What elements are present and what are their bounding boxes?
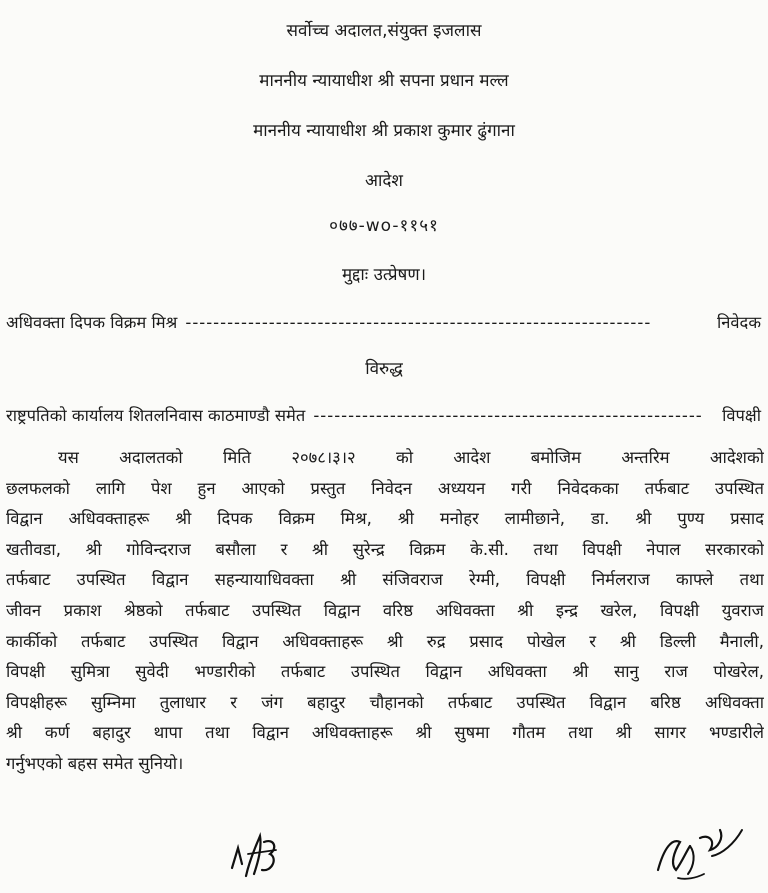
respondent-role: विपक्षी xyxy=(722,406,761,425)
body-line: खतीवडा, श्री गोविन्दराज बसौला र श्री सुरेन्द्र विक्रम के.सी. तथा विपक्षी नेपाल सरकारको xyxy=(6,539,764,559)
body-line: कार्कीको तर्फबाट उपस्थित विद्वान अधिवक्ताहरू श्री रुद्र प्रसाद पोखेल र श्री डिल्ली मैनाली, xyxy=(6,631,764,651)
versus-label: विरुद्ध xyxy=(365,359,403,379)
order-title: आदेश xyxy=(365,171,403,191)
body-line: श्री कर्ण बहादुर थापा तथा विद्वान अधिवक्ताहरू श्री सुषमा गौतम तथा श्री सागर भण्डारीले xyxy=(6,723,764,743)
judge-2-name: माननीय न्यायाधीश श्री प्रकाश कुमार ढुंगाना xyxy=(253,121,515,141)
body-line: छलफलको लागि पेश हुन आएको प्रस्तुत निवेदन अध्ययन गरी निवेदकका तर्फबाट उपस्थित xyxy=(6,478,764,498)
body-line: गर्नुभएको बहस समेत सुनियो। xyxy=(6,753,184,773)
order-body-paragraph xyxy=(6,443,764,780)
petitioner-name: अधिवक्ता दिपक विक्रम मिश्र xyxy=(6,313,178,332)
petitioner-line xyxy=(6,310,761,333)
body-line: विपक्षीहरू सुम्निमा तुलाधार र जंग बहादुर चौहानको तर्फबाट उपस्थित विद्वान बरिष्ठ अधिवक्ता xyxy=(6,692,764,712)
body-line: यस अदालतको मिति २०७८।३।२ को आदेश बमोजिम अन्तरिम आदेशको xyxy=(58,448,764,467)
case-number: ०७७-wo-११५१ xyxy=(329,216,439,236)
body-line: विद्वान अधिवक्ताहरू श्री दिपक विक्रम मिश्र, श्री मनोहर लामीछाने, डा. श्री पुण्य प्रसाद xyxy=(6,509,764,529)
judge-1-name: माननीय न्यायाधीश श्री सपना प्रधान मल्ल xyxy=(259,71,509,91)
body-line: विपक्षी सुमित्रा सुवेदी भण्डारीको तर्फबाट उपस्थित विद्वान अधिवक्ता श्री सानु राज पोखरेल, xyxy=(6,662,764,682)
judge-signature-2 xyxy=(650,808,750,888)
body-line: तर्फबाट उपस्थित विद्वान सहन्यायाधिवक्ता श्री संजिवराज रेग्मी, विपक्षी निर्मलराज काफ्ले तथा xyxy=(6,570,764,590)
judge-signature-1 xyxy=(226,818,286,888)
court-name: सर्वोच्च अदालत,संयुक्त इजलास xyxy=(286,21,482,41)
respondent-name: राष्ट्रपतिको कार्यालय शितलनिवास काठमाण्डौ समेत xyxy=(6,406,306,425)
respondent-dash-leader: -------------------------------------------------------- xyxy=(313,406,703,425)
case-subject: मुद्दाः उत्प्रेषण। xyxy=(341,265,427,285)
body-line: जीवन प्रकाश श्रेष्ठको तर्फबाट उपस्थित विद्वान वरिष्ठ अधिवक्ता श्री इन्द्र खरेल, विपक्षी युवराज xyxy=(6,600,764,620)
petitioner-role: निवेदक xyxy=(716,313,761,332)
respondent-line xyxy=(6,403,761,426)
petitioner-dash-leader: ------------------------------------------------------------------- xyxy=(185,313,652,332)
